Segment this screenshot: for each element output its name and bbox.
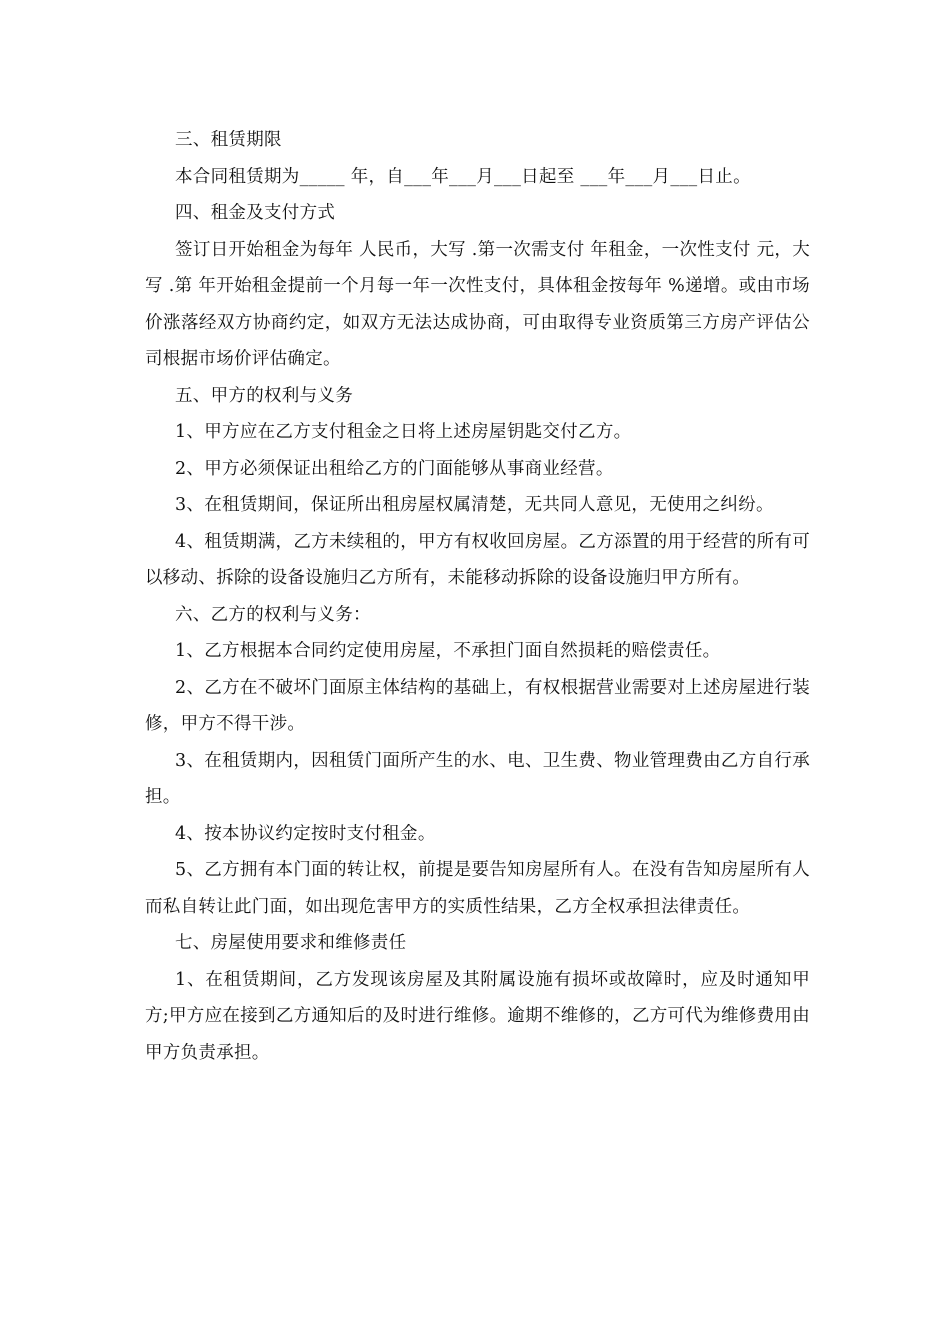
paragraph-maintenance-item-1: 1、在租赁期间，乙方发现该房屋及其附属设施有损坏或故障时，应及时通知甲方;甲方应在接到乙方通知后的及时进行维修。逾期不维修的，乙方可代为维修费用由甲方负责承担。 [145, 969, 810, 1063]
paragraph-lease-period: 本合同租赁期为_____ 年，自___年___月___日起至 ___年___月___日止。 [175, 166, 751, 187]
section-heading-party-a-rights: 五、甲方的权利与义务 [175, 385, 353, 406]
document-body [145, 122, 810, 1071]
paragraph-party-b-item-4: 4、按本协议约定按时支付租金。 [175, 823, 436, 844]
paragraph-party-a-item-2: 2、甲方必须保证出租给乙方的门面能够从事商业经营。 [175, 458, 614, 479]
paragraph-party-a-item-1: 1、甲方应在乙方支付租金之日将上述房屋钥匙交付乙方。 [175, 422, 632, 442]
paragraph-party-b-item-1: 1、乙方根据本合同约定使用房屋，不承担门面自然损耗的赔偿责任。 [175, 641, 721, 661]
paragraph-party-a-item-3: 3、在租赁期间，保证所出租房屋权属清楚，无共同人意见，无使用之纠纷。 [175, 495, 774, 515]
paragraph-party-b-item-5: 5、乙方拥有本门面的转让权，前提是要告知房屋所有人。在没有告知房屋所有人而私自转让此门面，如出现危害甲方的实质性结果，乙方全权承担法律责任。 [145, 860, 810, 917]
paragraph-party-b-item-3: 3、在租赁期内，因租赁门面所产生的水、电、卫生费、物业管理费由乙方自行承担。 [145, 750, 810, 807]
section-heading-lease-term: 三、租赁期限 [175, 130, 282, 150]
paragraph-rent-terms: 签订日开始租金为每年 人民币，大写 .第一次需支付 年租金，一次性支付 元，大写 .第 年开始租金提前一个月每一年一次性支付，具体租金按每年 %递增。或由市场价涨落经双方协商约定，如双方无法达成协商，可由取得专业资质第三方房产评估公司根据市场价评估确定。 [145, 239, 810, 369]
section-heading-usage-maintenance: 七、房屋使用要求和维修责任 [175, 933, 407, 953]
section-heading-party-b-rights: 六、乙方的权利与义务： [175, 604, 371, 625]
paragraph-party-a-item-4: 4、租赁期满，乙方未续租的，甲方有权收回房屋。乙方添置的用于经营的所有可以移动、拆除的设备设施归乙方所有，未能移动拆除的设备设施归甲方所有。 [145, 531, 810, 588]
paragraph-party-b-item-2: 2、乙方在不破坏门面原主体结构的基础上，有权根据营业需要对上述房屋进行装修，甲方不得干涉。 [145, 677, 810, 734]
section-heading-rent-payment: 四、租金及支付方式 [175, 203, 336, 223]
